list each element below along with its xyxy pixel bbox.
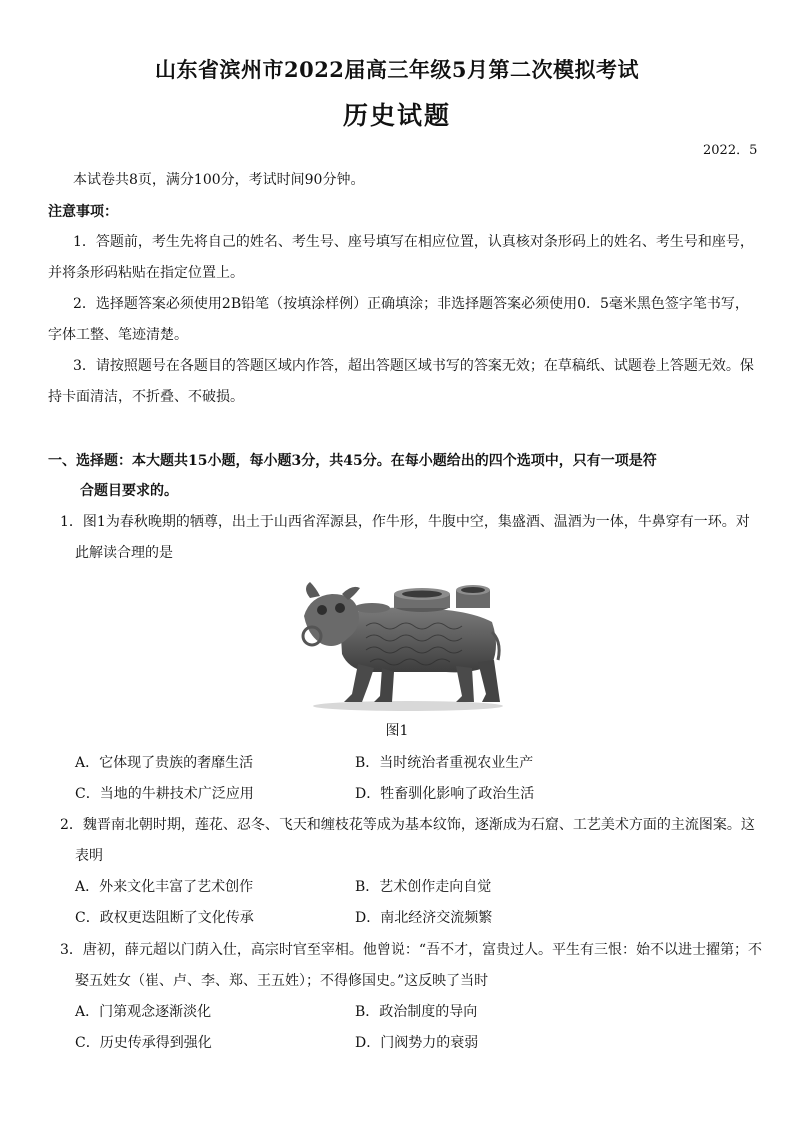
question-3-option-a: A．门第观念逐渐淡化 <box>75 1004 212 1020</box>
question-1-option-c: C．当地的牛耕技术广泛应用 <box>75 786 254 802</box>
notice-item-3-line2: 持卡面清洁，不折叠、不破损。 <box>48 389 244 405</box>
question-3-stem-line2: 娶五姓女（崔、卢、李、郑、王五姓）；不得修国史。”这反映了当时 <box>75 973 489 989</box>
exam-intro: 本试卷共8页，满分100分，考试时间90分钟。 <box>73 172 365 188</box>
notice-item-2-line1: 2．选择题答案必须使用2B铅笔（按填涂样例）正确填涂；非选择题答案必须使用0．5毫米黑色签字笔书写， <box>73 296 749 312</box>
question-1-stem-line2: 此解读合理的是 <box>75 545 173 561</box>
question-3-option-b: B．政治制度的导向 <box>355 1004 478 1020</box>
question-2-stem-line1: 2．魏晋南北朝时期，莲花、忍冬、飞天和缠枝花等成为基本纹饰，逐渐成为石窟、工艺美术方面的主流图案。这 <box>60 817 755 833</box>
notice-item-3-line1: 3．请按照题号在各题目的答题区域内作答，超出答题区域书写的答案无效；在草稿纸、试题卷上答题无效。保 <box>73 358 754 374</box>
question-2-option-b: B．艺术创作走向自觉 <box>355 879 492 895</box>
question-2-option-d: D．南北经济交流频繁 <box>355 910 493 926</box>
question-1-option-a: A．它体现了贵族的奢靡生活 <box>75 755 254 771</box>
question-3-stem-line1: 3．唐初，薛元超以门荫入仕，高宗时官至宰相。他曾说：“吾不才，富贵过人。平生有三恨：始不以进士擢第；不 <box>60 942 763 958</box>
exam-subject-title: 历史试题 <box>342 101 451 130</box>
section-heading-line2: 合题目要求的。 <box>80 483 178 499</box>
exam-date: 2022．5 <box>703 143 758 158</box>
figure-1-caption: 图1 <box>385 723 409 739</box>
notice-item-1-line2: 并将条形码粘贴在指定位置上。 <box>48 265 244 281</box>
exam-title: 山东省滨州市2022届高三年级5月第二次模拟考试 <box>154 57 640 82</box>
notice-item-1-line1: 1．答题前，考生先将自己的姓名、考生号、座号填写在相应位置，认真核对条形码上的姓名、考生号和座号， <box>73 234 754 250</box>
bronze-ox-vessel-image <box>296 576 506 712</box>
question-2-option-a: A．外来文化丰富了艺术创作 <box>75 879 254 895</box>
question-3-option-c: C．历史传承得到强化 <box>75 1035 212 1051</box>
notice-item-2-line2: 字体工整、笔迹清楚。 <box>48 327 188 343</box>
question-2-option-c: C．政权更迭阻断了文化传承 <box>75 910 254 926</box>
section-heading-line1: 一、选择题：本大题共15小题，每小题3分，共45分。在每小题给出的四个选项中，只有一项是符 <box>48 453 657 469</box>
notice-heading: 注意事项： <box>48 204 118 220</box>
question-3-option-d: D．门阀势力的衰弱 <box>355 1035 479 1051</box>
question-1-stem-line1: 1．图1为春秋晚期的牺尊，出土于山西省浑源县，作牛形，牛腹中空，集盛酒、温酒为一体，牛鼻穿有一环。对 <box>60 514 750 530</box>
question-1-option-b: B．当时统治者重视农业生产 <box>355 755 534 771</box>
question-2-stem-line2: 表明 <box>75 848 103 864</box>
question-1-option-d: D．牲畜驯化影响了政治生活 <box>355 786 535 802</box>
